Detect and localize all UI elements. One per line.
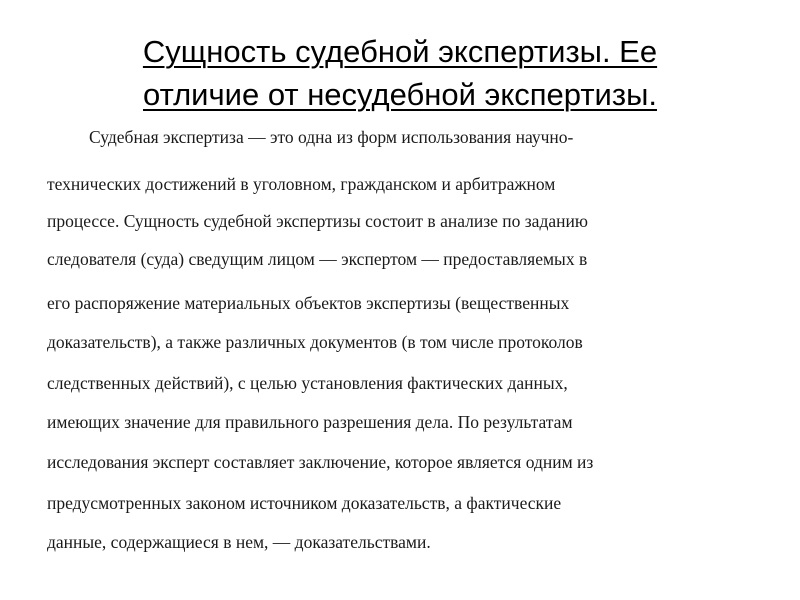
body-line: исследования эксперт составляет заключение, которое является одним из [47, 452, 594, 472]
body-line: технических достижений в уголовном, гражданском и арбитражном [47, 174, 556, 194]
body-line: его распоряжение материальных объектов экспертизы (вещественных [47, 293, 570, 313]
body-line: доказательств), а также различных документов (в том числе протоколов [47, 332, 583, 352]
title-line-2: отличие от несудебной экспертизы. [143, 77, 657, 112]
body-line: предусмотренных законом источником доказательств, а фактические [47, 493, 562, 513]
body-line: имеющих значение для правильного разрешения дела. По результатам [47, 412, 573, 432]
body-line: следователя (суда) сведущим лицом — экспертом — предоставляемых в [47, 249, 588, 269]
body-line: данные, содержащиеся в нем, — доказательствами. [47, 532, 431, 552]
title-line-1: Сущность судебной экспертизы. Ее [142, 34, 658, 69]
body-line: процессе. Сущность судебной экспертизы состоит в анализе по заданию [47, 211, 588, 231]
body-line: следственных действий), с целью установления фактических данных, [47, 373, 568, 393]
slide-title [60, 30, 740, 116]
body-line: Судебная экспертиза — это одна из форм использования научно- [89, 127, 574, 147]
